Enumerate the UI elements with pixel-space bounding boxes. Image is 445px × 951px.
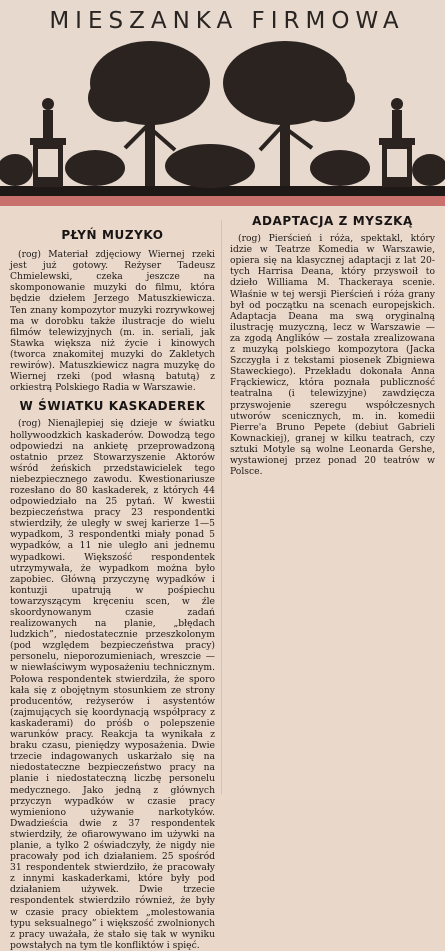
masthead-title: MIESZANKA FIRMOWA	[49, 8, 405, 34]
article-title: ADAPTACJA Z MYSZKĄ	[252, 214, 413, 228]
article-body: (rog) Materiał zdjęciowy Wiernej rzeki jest już gotowy. Reżyser Tadeusz Chmielewski, czeka jeszcze na skomponowanie muzyki do filmu, która będzie dziełem Jerzego Matuszkiewicza. Ten znany kompozytor muzyki rozrywkowej ma w dorobku także ilustracje do wielu filmów telewizyjnych (m. in. seriali, jak Stawka większa niż życie i kinowych (tworca znakomitej muzyki do Zakletych rewirów). Matuszkiewicz nagra muzykę do Wiernej rzeki (pod własną batutą) z orkiestrą Polskiego Radia w Warszawie.	[10, 249, 215, 394]
article-title: PŁYŃ MUZYKO	[61, 228, 164, 242]
park-illustration	[0, 28, 445, 198]
left-statue-icon	[30, 98, 66, 187]
left-column	[10, 206, 215, 951]
right-statue-icon	[379, 98, 415, 187]
article-body: (rog) Pierścień i róża, spektakl, który idzie w Teatrze Komedia w Warszawie, opiera się na klasycznej adaptacji z lat 20-tych Harrisa Deana, który przyswoił to dzieło Williama M. Thackeraya scenie. Właśnie w tej wersji Pierścień i róża grany był od początku na scenach europejskich. Adaptacja Deana ma swą oryginalną ilustrację muzyczną, lecz w Warszawie — za zgodą Anglików — została zrealizowana z muzyką polskiego kompozytora (Jacka Szczygła i z tekstami piosenek Zbigniewa Staweckiego). Przekładu dokonała Anna Frąckiewicz, która poznała publiczność teatralna (i telewizyjne) zawdzięcza przyswojenie szeregu współczesnych utworów scenicznych, m. in. komedii Pierre'a Bruno Pepete (debiut Gabrieli Kownackiej), granej w kilku teatrach, czy sztuki Motyle są wolne Leonarda Gershe, wystawionej przez ponad 20 teatrów w Polsce.	[230, 233, 435, 478]
masthead-section	[0, 0, 445, 200]
article-title: W ŚWIATKU KASKADEREK	[19, 399, 206, 414]
red-band	[0, 196, 445, 206]
hedge-icon	[0, 144, 445, 188]
article-body: (rog) Nienajlepiej się dzieje w światku hollywoodzkich kaskaderów. Dowodzą tego odpowiedzi na ankietę przeprowadzoną ostatnio przez Stowarzyszenie Aktorów wśród żeńskich przedstawicielek tego niebezpiecznego zawodu. Kwestionariusze rozesłano do 80 kaskaderek, z których 44 odpowiedziało na 25 pytań. W kwestii bezpieczeństwa pracy 23 respondentki stwierdziły, że uległy w swej karierze 1—5 wypadkom, 3 respondentki miały ponad 5 wypadków, a 11 nie uległo ani jednemu wypadkowi. Większość respondentek utrzymywała, że wypadkom można było zapobiec. Główną przyczynę wypadków i kontuzji upatrują w pośpiechu towarzyszącym kręceniu scen, w źle skoordynowanym czasie zadań realizowanych na planie, „błędach ludzkich”, niedostatecznie przeszkolonym (pod względem bezpieczeństwa pracy) personelu, nieporozumieniach, wreszcie — w niewłaściwym wyposażeniu technicznym. Połowa respondentek stwierdziła, że sporo kała się z obojętnym stosunkiem ze strony producentów, reżyserów i asystentów (zajmujących się koordynacją współpracy z kaskaderami) do próśb o polepszenie warunków pracy. Reakcja ta wynikała z braku czasu, pieniędzy wyposażenia. Dwie trzecie indagowanych uskarżało się na niedostateczne bezpieczeństwo pracy na planie i niedostateczną liczbę personelu medycznego. Jako jedną z głównych przyczyn wypadków w czasie pracy wymieniono używanie narkotyków. Dwadzieścia dwie z 37 respondentek stwierdziły, że ofiarowywano im używki na planie, a tylko 2 oświadczyły, że nigdy nie pracowały pod ich działaniem. 25 spośród 31 respondentek stwierdziło, że pracowały z innymi kaskaderkami, które były pod działaniem używek. Dwie trzecie respondentek stwierdziło również, że były w czasie pracy obiektem „molestowania typu seksualnego” i większość zwolnionych z pracy uważała, że stało się tak w wyniku powstałych na tym tle konfliktów i spięć.	[10, 418, 215, 951]
column-divider	[221, 220, 222, 795]
right-column	[230, 206, 435, 800]
